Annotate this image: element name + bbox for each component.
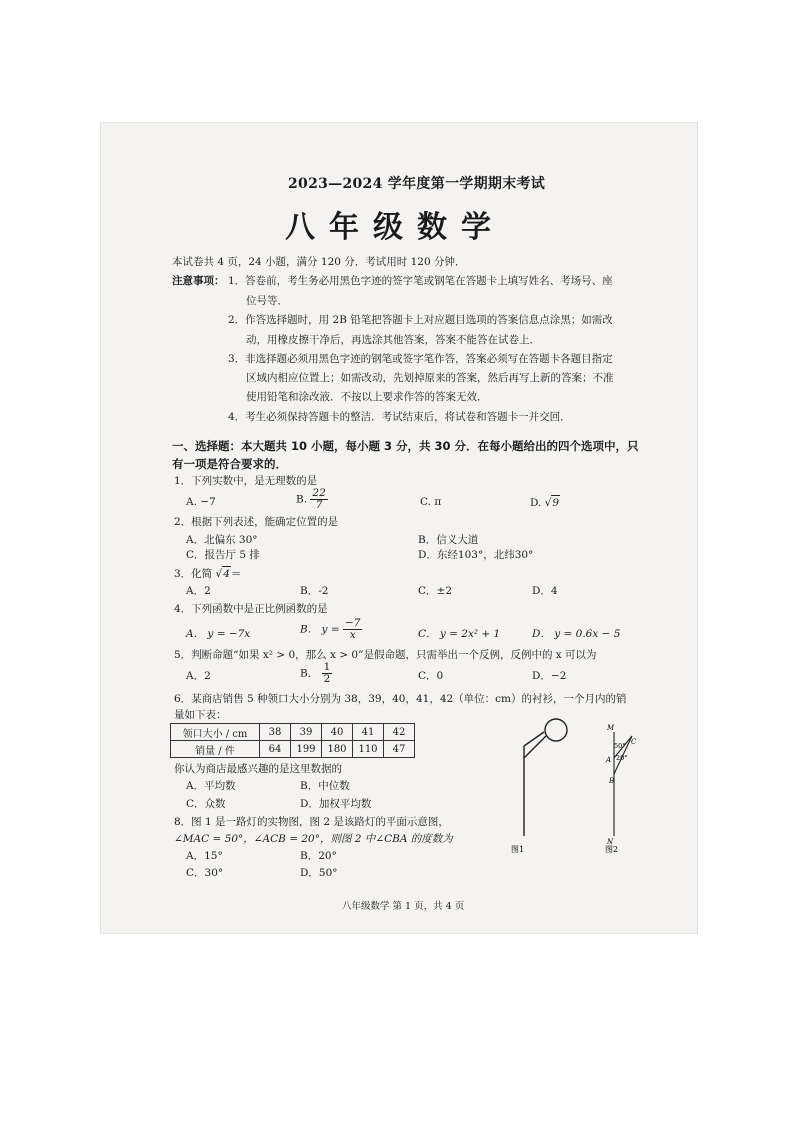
exam-title: 2023—2024 学年度第一学期期末考试 [288, 176, 546, 192]
label-c: C [631, 738, 637, 746]
q1-option-d: D. √9 [530, 497, 560, 509]
exam-intro: 本试卷共 4 页，24 小题，满分 120 分．考试用时 120 分钟． [172, 256, 466, 268]
question-3-stem: 3．化简 √4＝ [174, 568, 242, 580]
table-cell: 180 [322, 741, 353, 758]
note-line: 使用铅笔和涂改液．不按以上要求作答的答案无效． [246, 391, 488, 403]
q6-option-c: C．众数 [186, 798, 226, 810]
streetlight-figures [508, 718, 638, 858]
q2-option-b: B．信义大道 [418, 534, 479, 546]
q8-option-c: C．30° [186, 867, 224, 879]
table-cell: 40 [322, 724, 353, 741]
angle-label-50: 50° [614, 742, 626, 750]
q3-option-d: D．4 [532, 585, 558, 597]
q4-option-a: A． y = −7x [186, 628, 251, 640]
q1-option-b: B. $\frac{22}{7}$ [296, 487, 326, 511]
q8-option-a: A．15° [186, 850, 223, 862]
table-header-cell: 销量 / 件 [171, 741, 260, 758]
angle-label-20: 20° [616, 754, 628, 762]
q4-option-b: B． y = $\frac{-7}{x}$ [300, 617, 361, 641]
q3-option-b: B．-2 [300, 585, 329, 597]
table-cell: 38 [260, 724, 291, 741]
label-a: A [606, 756, 612, 764]
exam-page [100, 122, 698, 934]
section-heading-cont: 有一项是符合要求的． [172, 457, 287, 471]
q1-option-a: A. −7 [186, 496, 216, 508]
q2-option-d: D．东经103°，北纬30° [418, 549, 534, 561]
table-cell: 47 [384, 741, 415, 758]
q5-option-c: C．0 [418, 670, 444, 682]
question-6-prompt: 你认为商店最感兴趣的是这里数据的 [174, 763, 342, 775]
question-8-stem-cont: ∠MAC = 50°，∠ACB = 20°，则图 2 中∠CBA 的度数为 [174, 833, 453, 845]
figure-1-lamp [524, 719, 567, 836]
q5-option-a: A．2 [186, 670, 211, 682]
table-header-cell: 领口大小 / cm [171, 724, 260, 741]
q5-option-b: B． $\frac{1}{2}$ [300, 661, 331, 685]
q3-option-a: A．2 [186, 585, 211, 597]
q4-option-c: C． y = 2x² + 1 [418, 628, 501, 640]
fig2-caption: 图2 [605, 845, 619, 854]
question-6-stem-cont: 量如下表： [174, 709, 227, 721]
section-heading: 一、选择题：本大题共 10 小题，每小题 3 分，共 30 分．在每小题给出的四个选项中，只 [172, 439, 639, 453]
table-cell: 64 [260, 741, 291, 758]
q3-option-c: C．±2 [418, 585, 453, 597]
label-b: B [609, 777, 615, 785]
q8-option-d: D．50° [300, 867, 338, 879]
q6-option-b: B．中位数 [300, 780, 350, 792]
table-cell: 39 [291, 724, 322, 741]
page-footer: 八年级数学 第 1 页，共 4 页 [342, 901, 465, 912]
subject-title: 八年级数学 [285, 210, 505, 245]
note-line: 位号等． [246, 295, 288, 307]
label-n: N [607, 838, 614, 846]
table-cell: 41 [353, 724, 384, 741]
table-row [171, 724, 415, 741]
table-row [171, 741, 415, 758]
label-m: M [607, 724, 615, 732]
note-line: 3．非选择题必须用黑色字迹的钢笔或签字笔作答，答案必须写在答题卡各题目指定 [228, 353, 613, 365]
q4-option-d: D． y = 0.6x − 5 [532, 628, 621, 640]
q6-option-a: A．平均数 [186, 780, 236, 792]
question-5-stem: 5．判断命题“如果 x² > 0，那么 x > 0”是假命题，只需举出一个反例，反例中的 x 可以为 [174, 649, 597, 661]
question-8-stem: 8．图 1 是一路灯的实物图，图 2 是该路灯的平面示意图， [174, 816, 449, 828]
table-cell: 199 [291, 741, 322, 758]
question-2-stem: 2．根据下列表述，能确定位置的是 [174, 516, 339, 528]
q5-option-d: D．−2 [532, 670, 567, 682]
table-cell: 42 [384, 724, 415, 741]
question-1-stem: 1．下列实数中，是无理数的是 [174, 475, 318, 487]
q6-option-d: D．加权平均数 [300, 798, 372, 810]
q1-option-c: C. π [420, 496, 442, 508]
question-4-stem: 4．下列函数中是正比例函数的是 [174, 603, 328, 615]
note-line: 2．作答选择题时，用 2B 铅笔把答题卡上对应题目选项的答案信息点涂黑；如需改 [228, 314, 613, 326]
fig1-caption: 图1 [511, 845, 525, 854]
table-cell: 110 [353, 741, 384, 758]
note-line: 1．答卷前，考生务必用黑色字迹的签字笔或钢笔在答题卡上填写姓名、考场号、座 [228, 275, 613, 287]
q2-option-c: C．报告厅 5 排 [186, 549, 260, 561]
notes-label: 注意事项： [172, 275, 225, 287]
question-6-stem: 6．某商店销售 5 种领口大小分别为 38，39，40，41，42（单位：cm）的衬衫，一个月内的销 [174, 693, 627, 705]
q2-option-a: A．北偏东 30° [186, 534, 258, 546]
note-line: 区域内相应位置上；如需改动，先划掉原来的答案，然后再写上新的答案；不准 [246, 372, 614, 384]
note-line: 4．考生必须保持答题卡的整洁．考试结束后，将试卷和答题卡一并交回． [228, 411, 571, 423]
sales-table [170, 723, 415, 758]
q8-option-b: B．20° [300, 850, 337, 862]
note-line: 动，用橡皮擦干净后，再选涂其他答案，答案不能答在试卷上． [246, 334, 540, 346]
